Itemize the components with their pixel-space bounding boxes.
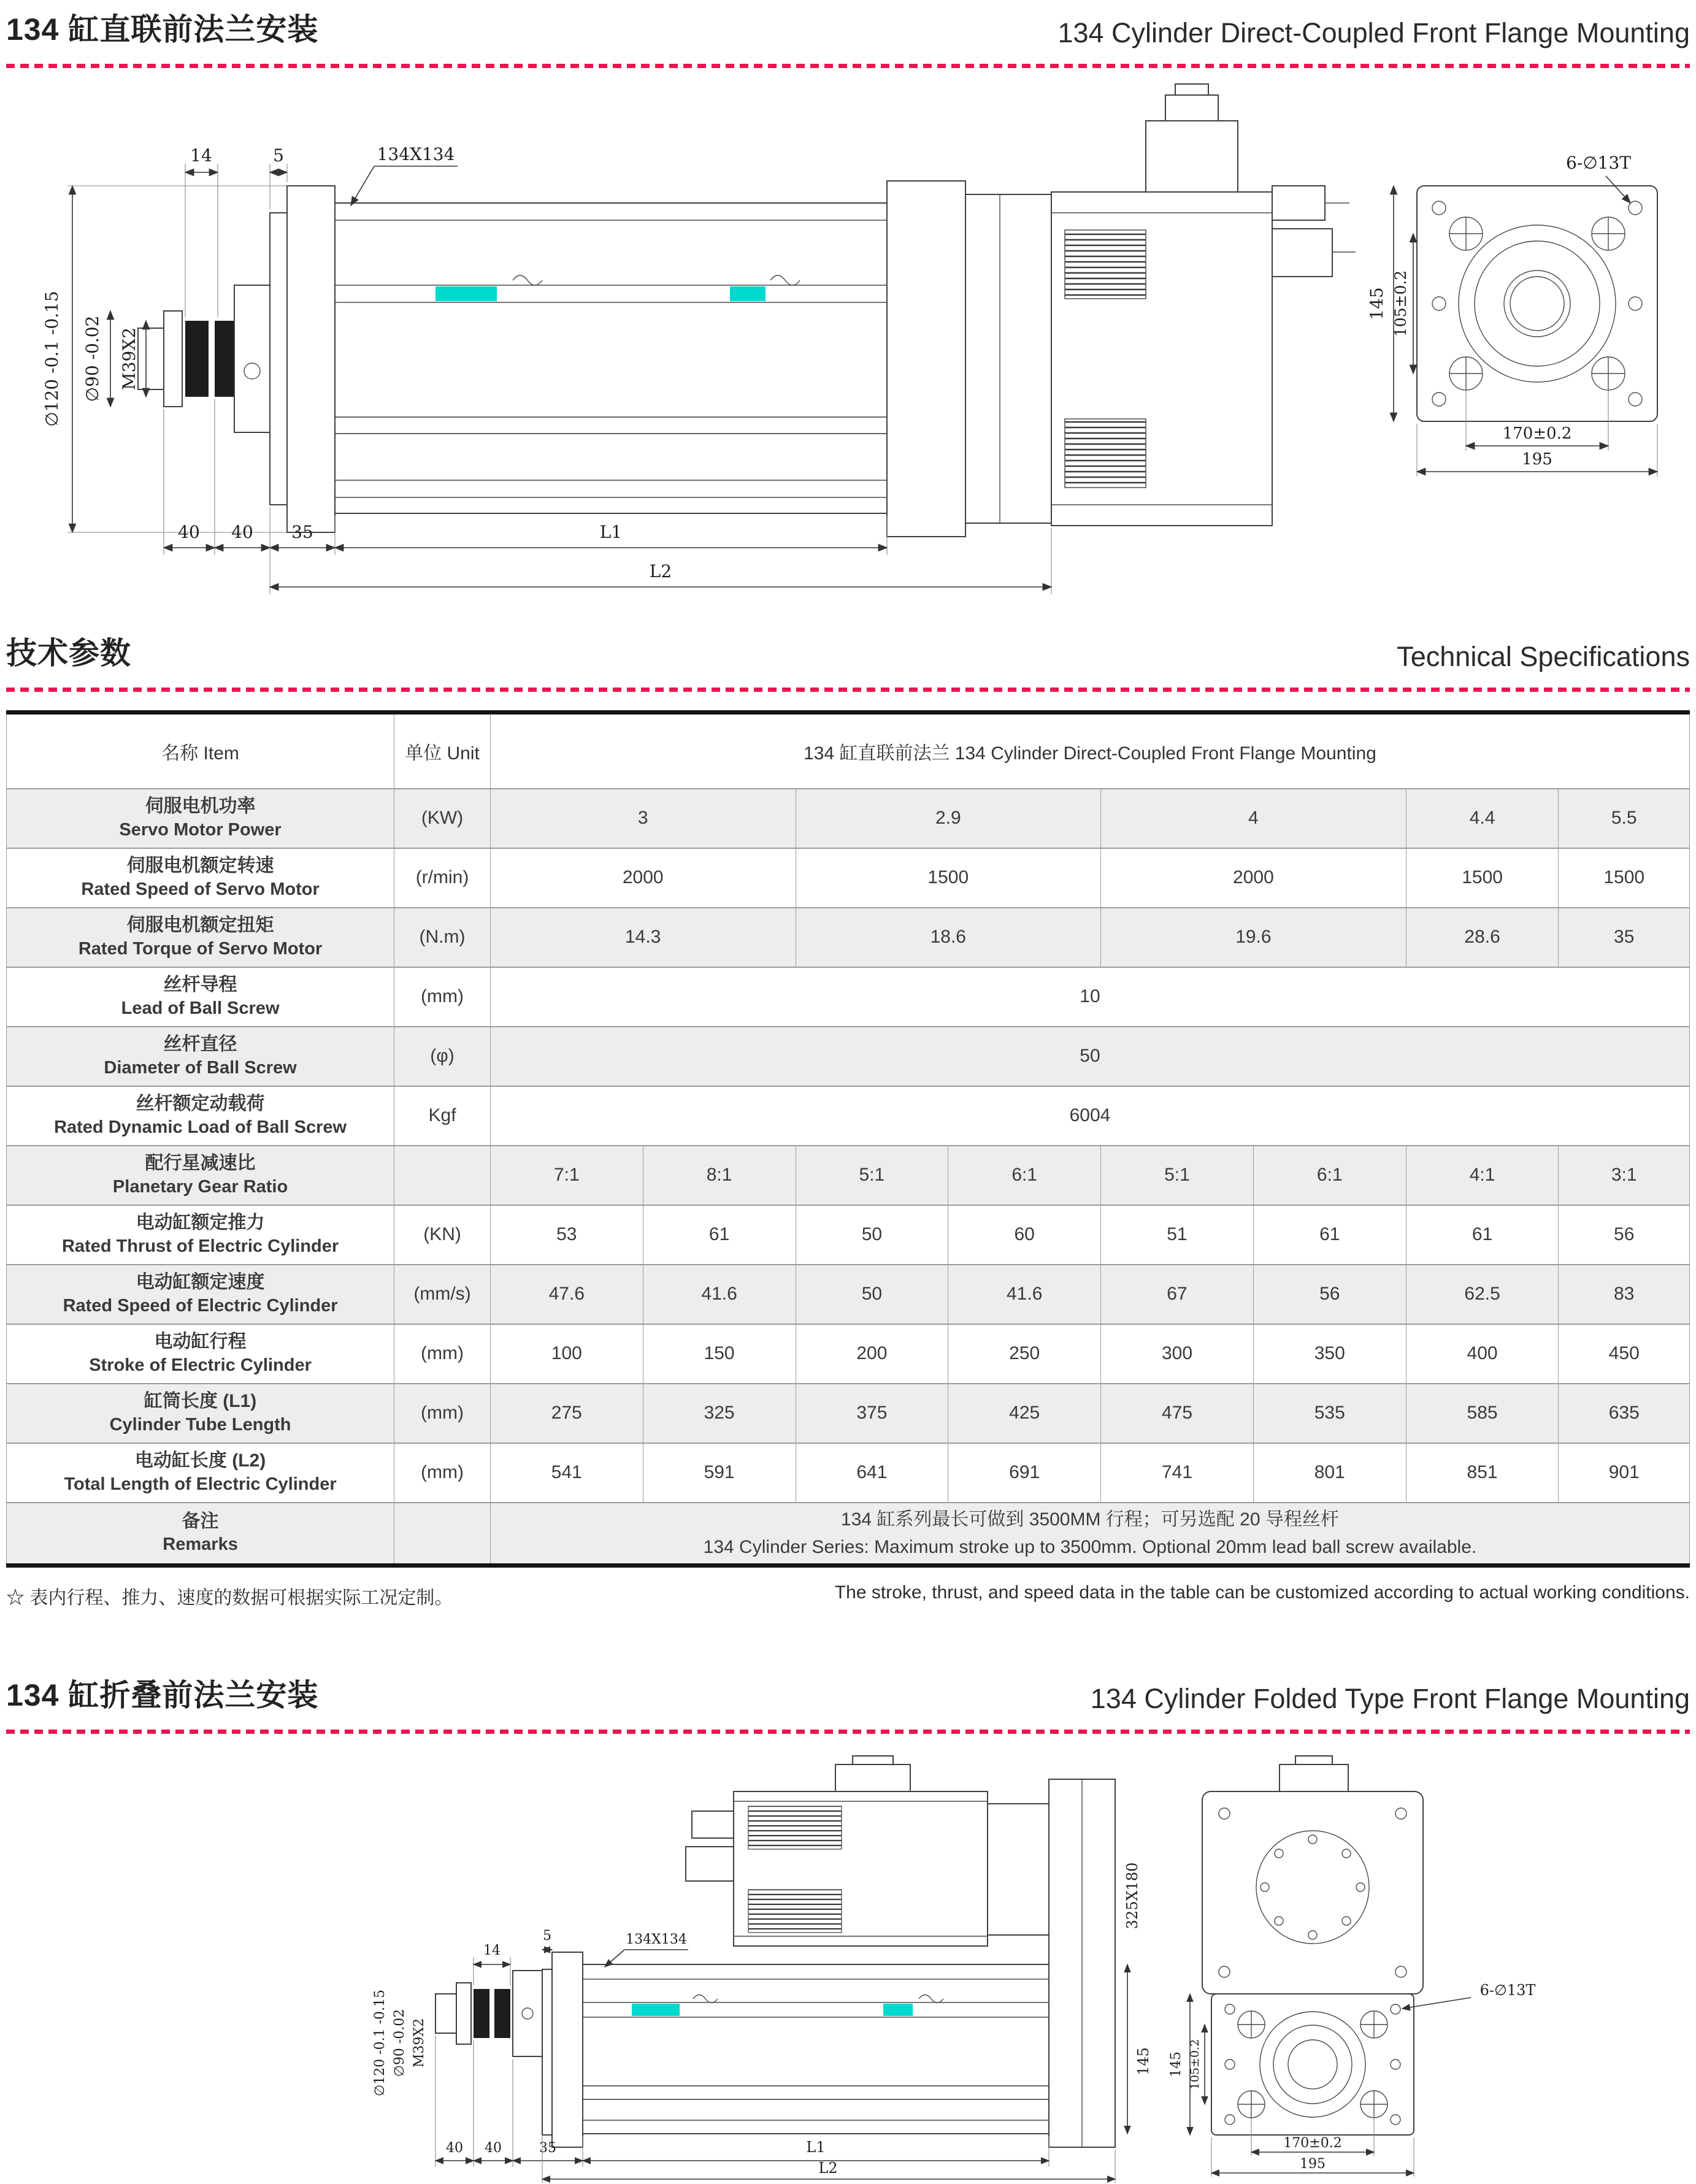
dim-label-40a: 40 xyxy=(446,2140,463,2156)
row-label xyxy=(7,789,394,848)
table-row xyxy=(7,1443,1690,1503)
footnote-zh: ☆ 表内行程、推力、速度的数据可根据实际工况定制。 xyxy=(6,1587,453,1608)
row-unit: (N.m) xyxy=(394,908,491,967)
value-cell xyxy=(490,1503,1689,1566)
value-cell: 741 xyxy=(1101,1443,1254,1503)
row-label-zh: 丝杆额定动载荷 xyxy=(136,1094,265,1114)
row-unit: (KN) xyxy=(394,1205,491,1265)
row-label xyxy=(7,1027,394,1086)
table-row xyxy=(7,1265,1690,1324)
value-cell: 51 xyxy=(1101,1205,1254,1265)
dim-label-dia120: ∅120 -0.1 -0.15 xyxy=(372,1989,388,2096)
value-cell: 18.6 xyxy=(796,908,1101,967)
value-cell: 61 xyxy=(1406,1205,1559,1265)
value-cell: 50 xyxy=(796,1205,948,1265)
row-unit: (mm) xyxy=(394,1443,491,1503)
section1-title-zh: 134 缸直联前法兰安装 xyxy=(6,12,319,47)
row-label-zh: 丝杆直径 xyxy=(163,1034,237,1055)
dim-label-l1: L1 xyxy=(599,522,623,542)
table-row xyxy=(7,1503,1690,1566)
section3-title-zh: 134 缸折叠前法兰安装 xyxy=(6,1677,319,1712)
dim-label-325x180: 325X180 xyxy=(1124,1862,1141,1929)
row-unit: (mm/s) xyxy=(394,1265,491,1324)
dim-label-35: 35 xyxy=(539,2140,556,2156)
row-label-zh: 缸筒长度 (L1) xyxy=(144,1391,257,1412)
dim-label-145: 145 xyxy=(1367,287,1387,320)
value-cell: 250 xyxy=(948,1324,1101,1384)
value-cell: 801 xyxy=(1253,1443,1406,1503)
value-cell: 56 xyxy=(1253,1265,1406,1324)
value-cell: 851 xyxy=(1406,1443,1559,1503)
value-cell: 62.5 xyxy=(1406,1265,1559,1324)
value-cell: 475 xyxy=(1101,1384,1254,1443)
dim-label-195: 195 xyxy=(1522,450,1552,469)
cylinder-side-view xyxy=(138,84,1356,537)
section1-title-en: 134 Cylinder Direct-Coupled Front Flange Mounting xyxy=(1057,17,1690,48)
row-label-en: Stroke of Electric Cylinder xyxy=(89,1355,312,1375)
section3-header xyxy=(6,1671,1690,1715)
row-unit: Kgf xyxy=(394,1086,491,1146)
value-cell: 325 xyxy=(643,1384,796,1443)
dim-label-134x134: 134X134 xyxy=(626,1931,687,1947)
value-cell: 1500 xyxy=(1559,848,1690,908)
value-cell: 67 xyxy=(1101,1265,1254,1324)
value-cell: 350 xyxy=(1253,1324,1406,1384)
row-label xyxy=(7,1503,394,1566)
value-cell: 28.6 xyxy=(1406,908,1559,967)
value-cell: 5:1 xyxy=(1101,1146,1254,1205)
row-label-zh: 伺服电机额定扭矩 xyxy=(126,915,274,936)
section1-header xyxy=(6,5,1690,49)
dim-label-6holes: 6-∅13T xyxy=(1479,1981,1536,1999)
row-label xyxy=(7,1265,394,1324)
dashed-divider xyxy=(6,688,1690,692)
value-cell: 691 xyxy=(948,1443,1101,1503)
folded-front-view xyxy=(1168,1756,1535,2177)
dim-label-14: 14 xyxy=(190,145,212,166)
value-cell: 8:1 xyxy=(643,1146,796,1205)
row-label xyxy=(7,908,394,967)
value-cell: 150 xyxy=(643,1324,796,1384)
table-row xyxy=(7,1384,1690,1443)
row-label-zh: 伺服电机额定转速 xyxy=(126,856,274,876)
value-cell: 4:1 xyxy=(1406,1146,1559,1205)
dim-label-dia120: ∅120 -0.1 -0.15 xyxy=(42,291,62,427)
table-row xyxy=(7,967,1690,1027)
row-label-en: Rated Thrust of Electric Cylinder xyxy=(61,1236,339,1256)
value-cell: 53 xyxy=(490,1205,643,1265)
value-cell: 300 xyxy=(1101,1324,1254,1384)
dim-label-dia90: ∅90 -0.02 xyxy=(82,315,102,402)
row-label-en: Rated Torque of Servo Motor xyxy=(78,938,323,959)
row-label xyxy=(7,1086,394,1146)
value-cell: 83 xyxy=(1559,1265,1690,1324)
value-cell: 901 xyxy=(1559,1443,1690,1503)
value-cell: 375 xyxy=(796,1384,948,1443)
dim-label-l1: L1 xyxy=(806,2138,826,2156)
value-cell: 100 xyxy=(490,1324,643,1384)
dim-label-dia90: ∅90 -0.02 xyxy=(392,2009,407,2077)
table-row xyxy=(7,789,1690,848)
col-header-unit: 单位 Unit xyxy=(394,713,491,789)
row-unit: (mm) xyxy=(394,967,491,1027)
value-cell: 635 xyxy=(1559,1384,1690,1443)
value-cell: 450 xyxy=(1559,1324,1690,1384)
value-cell: 591 xyxy=(643,1443,796,1503)
row-label-en: Diameter of Ball Screw xyxy=(104,1057,297,1078)
technical-specifications-table xyxy=(6,710,1690,1568)
dim-label-145-side: 145 xyxy=(1135,2047,1152,2075)
remark-line: 134 Cylinder Series: Maximum stroke up to 3500mm. Optional 20mm lead ball screw available. xyxy=(703,1536,1477,1557)
row-label-zh: 配行星减速比 xyxy=(145,1153,256,1174)
dashed-divider xyxy=(6,1730,1690,1734)
section2-title-en: Technical Specifications xyxy=(1397,641,1690,672)
value-cell: 10 xyxy=(490,967,1689,1027)
value-cell: 61 xyxy=(643,1205,796,1265)
value-cell: 3 xyxy=(490,789,796,848)
dim-label-170: 170±0.2 xyxy=(1502,424,1572,443)
row-unit: (KW) xyxy=(394,789,491,848)
dim-label-105: 105±0.2 xyxy=(1188,2039,1202,2090)
row-unit: (mm) xyxy=(394,1384,491,1443)
section3-title-en: 134 Cylinder Folded Type Front Flange Mounting xyxy=(1090,1682,1690,1714)
table-row xyxy=(7,1027,1690,1086)
folded-type-technical-drawing xyxy=(6,1755,1690,2184)
value-cell: 14.3 xyxy=(490,908,796,967)
value-cell: 61 xyxy=(1253,1205,1406,1265)
value-cell: 4 xyxy=(1101,789,1406,848)
row-label-zh: 电动缸额定速度 xyxy=(136,1272,265,1293)
col-header-item: 名称 Item xyxy=(7,713,394,789)
row-label-zh: 电动缸额定推力 xyxy=(136,1213,265,1233)
dim-label-14: 14 xyxy=(483,1942,501,1958)
value-cell: 60 xyxy=(948,1205,1101,1265)
row-label-en: Rated Speed of Electric Cylinder xyxy=(63,1295,338,1316)
value-cell: 535 xyxy=(1253,1384,1406,1443)
row-label-zh: 伺服电机功率 xyxy=(145,796,256,817)
row-label-en: Rated Dynamic Load of Ball Screw xyxy=(54,1117,347,1137)
dim-label-m39: M39X2 xyxy=(119,327,139,391)
value-cell: 4.4 xyxy=(1406,789,1559,848)
table-row xyxy=(7,1205,1690,1265)
spec-table-body xyxy=(7,713,1690,1566)
dim-label-6holes: 6-∅13T xyxy=(1566,153,1631,173)
table-row xyxy=(7,908,1690,967)
row-label xyxy=(7,1384,394,1443)
dim-label-105: 105±0.2 xyxy=(1392,270,1410,337)
section2-title-zh: 技术参数 xyxy=(6,636,131,670)
flange-front-view xyxy=(1367,153,1657,477)
dim-label-40a: 40 xyxy=(178,522,200,542)
dashed-divider xyxy=(6,64,1690,68)
row-label-en: Total Length of Electric Cylinder xyxy=(64,1474,337,1494)
value-cell: 6004 xyxy=(490,1086,1689,1146)
value-cell: 50 xyxy=(796,1265,948,1324)
dim-label-5: 5 xyxy=(543,1928,551,1944)
value-cell: 1500 xyxy=(796,848,1101,908)
value-cell: 19.6 xyxy=(1101,908,1406,967)
value-cell: 5.5 xyxy=(1559,789,1690,848)
dim-label-195: 195 xyxy=(1300,2156,1326,2172)
value-cell: 6:1 xyxy=(948,1146,1101,1205)
remark-line: 134 缸系列最长可做到 3500MM 行程；可另选配 20 导程丝杆 xyxy=(841,1509,1339,1530)
table-row xyxy=(7,848,1690,908)
row-label xyxy=(7,1443,394,1503)
dim-label-40b: 40 xyxy=(485,2140,502,2156)
value-cell: 41.6 xyxy=(948,1265,1101,1324)
value-cell: 541 xyxy=(490,1443,643,1503)
row-label-en: Cylinder Tube Length xyxy=(109,1414,291,1435)
dim-label-145: 145 xyxy=(1168,2051,1184,2077)
table-row xyxy=(7,1086,1690,1146)
value-cell: 585 xyxy=(1406,1384,1559,1443)
value-cell: 56 xyxy=(1559,1205,1690,1265)
row-label-zh: 备注 xyxy=(182,1511,219,1531)
value-cell: 50 xyxy=(490,1027,1689,1086)
dim-label-5: 5 xyxy=(273,145,284,166)
value-cell: 7:1 xyxy=(490,1146,643,1205)
dim-label-134x134: 134X134 xyxy=(377,144,455,164)
value-cell: 400 xyxy=(1406,1324,1559,1384)
value-cell: 2.9 xyxy=(796,789,1101,848)
row-label-en: Rated Speed of Servo Motor xyxy=(81,879,320,899)
dim-label-40b: 40 xyxy=(231,522,253,542)
dim-label-l2: L2 xyxy=(649,561,672,581)
value-cell: 200 xyxy=(796,1324,948,1384)
direct-coupled-technical-drawing xyxy=(6,83,1690,604)
table-row xyxy=(7,1146,1690,1205)
table-footnote xyxy=(6,1582,1690,1609)
row-label-zh: 电动缸行程 xyxy=(154,1331,247,1352)
dim-label-l2: L2 xyxy=(818,2159,838,2177)
dim-label-m39: M39X2 xyxy=(412,2018,427,2067)
value-cell: 275 xyxy=(490,1384,643,1443)
value-cell: 47.6 xyxy=(490,1265,643,1324)
folded-cylinder-side-view xyxy=(436,1756,1115,2147)
row-unit: (mm) xyxy=(394,1324,491,1384)
row-label xyxy=(7,967,394,1027)
row-label-en: Lead of Ball Screw xyxy=(121,998,280,1018)
row-label xyxy=(7,1205,394,1265)
row-unit xyxy=(394,1503,491,1566)
value-cell: 1500 xyxy=(1406,848,1559,908)
value-cell: 5:1 xyxy=(796,1146,948,1205)
dim-label-35: 35 xyxy=(291,522,313,542)
value-cell: 41.6 xyxy=(643,1265,796,1324)
col-header-series: 134 缸直联前法兰 134 Cylinder Direct-Coupled Front Flange Mounting xyxy=(490,713,1689,789)
row-label-en: Servo Motor Power xyxy=(119,819,282,840)
row-label-en: Planetary Gear Ratio xyxy=(112,1176,288,1197)
value-cell: 3:1 xyxy=(1559,1146,1690,1205)
value-cell: 2000 xyxy=(1101,848,1406,908)
row-label xyxy=(7,1324,394,1384)
table-row xyxy=(7,1324,1690,1384)
value-cell: 6:1 xyxy=(1253,1146,1406,1205)
value-cell: 35 xyxy=(1559,908,1690,967)
value-cell: 641 xyxy=(796,1443,948,1503)
row-label-zh: 电动缸长度 (L2) xyxy=(134,1450,266,1471)
row-unit: (r/min) xyxy=(394,848,491,908)
row-label xyxy=(7,1146,394,1205)
row-label-en: Remarks xyxy=(163,1535,238,1555)
footnote-en: The stroke, thrust, and speed data in the table can be customized according to actual working conditions. xyxy=(834,1582,1690,1603)
value-cell: 2000 xyxy=(490,848,796,908)
section2-header xyxy=(6,629,1690,673)
row-unit: (φ) xyxy=(394,1027,491,1086)
value-cell: 425 xyxy=(948,1384,1101,1443)
table-header-row xyxy=(7,713,1690,789)
dim-label-170: 170±0.2 xyxy=(1283,2135,1342,2151)
row-label-zh: 丝杆导程 xyxy=(163,975,237,995)
row-label xyxy=(7,848,394,908)
row-unit xyxy=(394,1146,491,1205)
